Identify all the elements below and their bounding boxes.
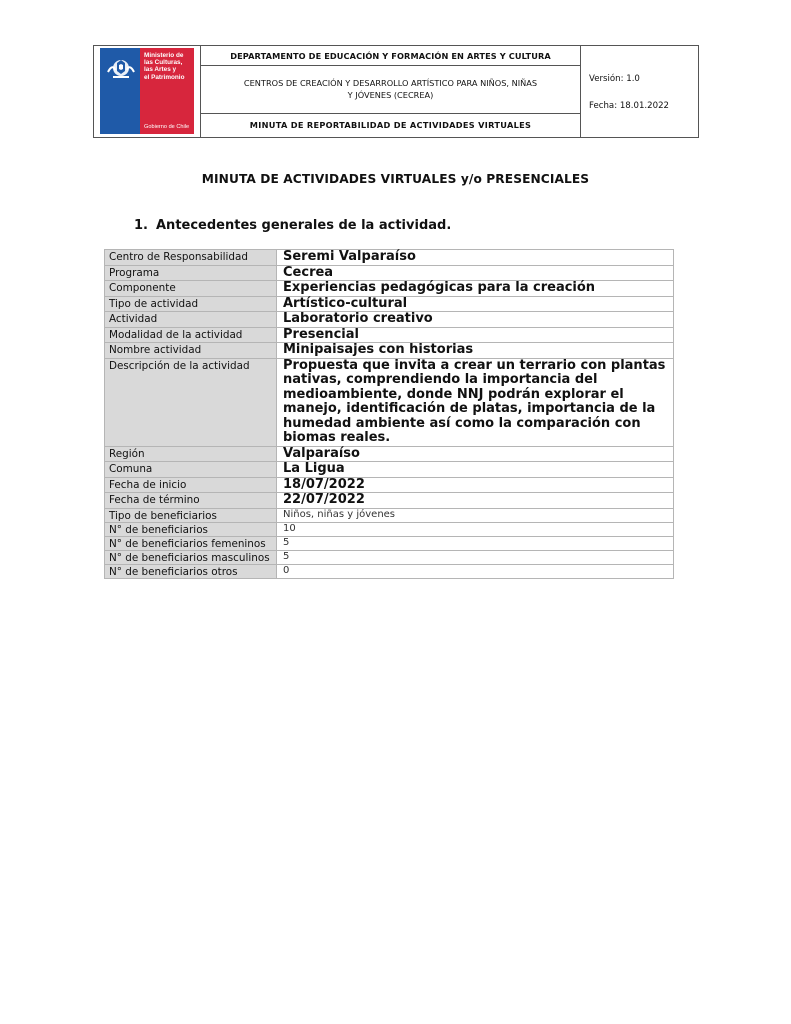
activity-details-table xyxy=(104,249,674,579)
table-row xyxy=(105,446,674,462)
row-value: 5 xyxy=(277,550,674,564)
row-value-description: Propuesta que invita a crear un terrario con plantas nativas, comprendiendo la importancia del medioambiente, donde NNJ podrán explorar el manejo, identificación de platas, importancia de la humedad ambiente así como la comparación con biomas reales. xyxy=(277,358,674,446)
table-row xyxy=(105,327,674,343)
table-row xyxy=(105,508,674,522)
row-label: N° de beneficiarios otros xyxy=(105,564,277,578)
row-label: Región xyxy=(105,446,277,462)
row-value: Valparaíso xyxy=(277,446,674,462)
table-row xyxy=(105,536,674,550)
table-row xyxy=(105,522,674,536)
section-number: 1. xyxy=(134,218,148,233)
row-value: Minipaisajes con historias xyxy=(277,343,674,359)
row-value: La Ligua xyxy=(277,462,674,478)
table-row xyxy=(105,265,674,281)
table-row xyxy=(105,358,674,446)
row-value: Niños, niñas y jóvenes xyxy=(277,508,674,522)
row-value: Artístico-cultural xyxy=(277,296,674,312)
ministry-logo xyxy=(100,48,194,134)
row-value: Cecrea xyxy=(277,265,674,281)
row-label: Centro de Responsabilidad xyxy=(105,250,277,266)
row-value: Experiencias pedagógicas para la creación xyxy=(277,281,674,297)
row-label: Tipo de beneficiarios xyxy=(105,508,277,522)
document-header xyxy=(93,45,699,138)
table-row xyxy=(105,281,674,297)
gobierno-de-chile: Gobierno de Chile xyxy=(144,124,190,130)
row-value: Seremi Valparaíso xyxy=(277,250,674,266)
row-value: Laboratorio creativo xyxy=(277,312,674,328)
table-row xyxy=(105,493,674,509)
row-label: Fecha de inicio xyxy=(105,477,277,493)
row-label: Programa xyxy=(105,265,277,281)
coat-of-arms-icon xyxy=(104,54,138,80)
row-label: Componente xyxy=(105,281,277,297)
table-row xyxy=(105,564,674,578)
row-value: 22/07/2022 xyxy=(277,493,674,509)
table-row xyxy=(105,462,674,478)
ministry-name: Ministerio de las Culturas, las Artes y el Patrimonio xyxy=(144,52,185,81)
row-label: N° de beneficiarios masculinos xyxy=(105,550,277,564)
row-label: Actividad xyxy=(105,312,277,328)
section-heading-text: Antecedentes generales de la actividad. xyxy=(156,218,452,233)
row-label: Descripción de la actividad xyxy=(105,358,277,446)
logo-cell xyxy=(94,46,201,137)
row-label: Comuna xyxy=(105,462,277,478)
row-value: Presencial xyxy=(277,327,674,343)
document-title: MINUTA DE ACTIVIDADES VIRTUALES y/o PRESENCIALES xyxy=(201,172,590,186)
row-label: Tipo de actividad xyxy=(105,296,277,312)
row-label: Fecha de término xyxy=(105,493,277,509)
table-row xyxy=(105,343,674,359)
row-value: 18/07/2022 xyxy=(277,477,674,493)
table-row xyxy=(105,477,674,493)
row-label: N° de beneficiarios xyxy=(105,522,277,536)
table-row xyxy=(105,250,674,266)
header-meta xyxy=(581,46,698,137)
section-heading xyxy=(134,218,451,233)
table-row xyxy=(105,550,674,564)
row-value: 0 xyxy=(277,564,674,578)
row-value: 5 xyxy=(277,536,674,550)
program-name: CENTROS DE CREACIÓN Y DESARROLLO ARTÍSTICO PARA NIÑOS, NIÑAS Y JÓVENES (CECREA) xyxy=(201,66,580,114)
date-label: Fecha: 18.01.2022 xyxy=(589,101,670,111)
table-row xyxy=(105,296,674,312)
row-value: 10 xyxy=(277,522,674,536)
department-name: DEPARTAMENTO DE EDUCACIÓN Y FORMACIÓN EN ARTES Y CULTURA xyxy=(201,46,580,66)
minuta-title: MINUTA DE REPORTABILIDAD DE ACTIVIDADES VIRTUALES xyxy=(249,120,532,130)
row-label: Nombre actividad xyxy=(105,343,277,359)
table-row xyxy=(105,312,674,328)
row-label: Modalidad de la actividad xyxy=(105,327,277,343)
header-center xyxy=(201,46,581,137)
row-label: N° de beneficiarios femeninos xyxy=(105,536,277,550)
version-label: Versión: 1.0 xyxy=(589,74,640,84)
